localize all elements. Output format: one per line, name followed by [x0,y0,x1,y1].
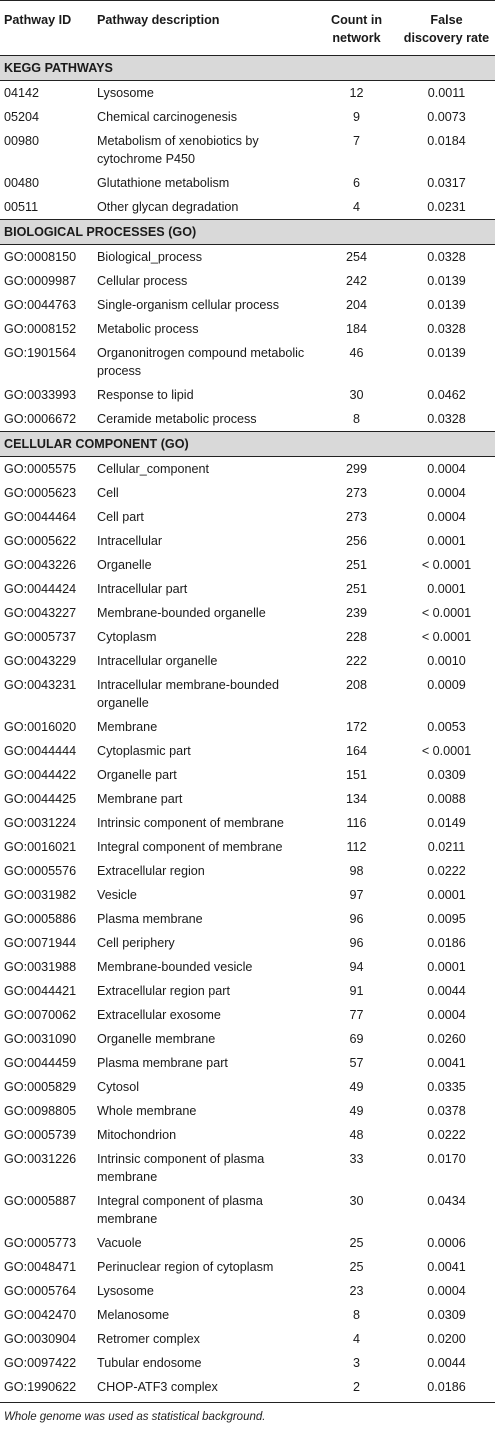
header-count: Count in network [315,1,398,56]
pathway-id-cell: GO:0033993 [4,388,77,402]
count-cell: 208 [345,678,367,692]
table-row [0,1327,495,1351]
pathway-id-cell: GO:0031226 [4,1152,77,1166]
pathway-description-cell: Tubular endosome [97,1356,202,1370]
pathway-description-cell: Organelle [97,558,152,572]
pathway-description-cell: Ceramide metabolic process [97,412,257,426]
count-cell: 299 [345,462,367,476]
table-row [0,245,495,270]
pathway-id-cell: GO:0031224 [4,816,77,830]
count-cell: 48 [349,1128,364,1142]
pathway-description-cell: Single-organism cellular process [97,298,279,312]
count-cell: 172 [345,720,367,734]
table-row [0,1231,495,1255]
fdr-cell: 0.0010 [427,654,466,668]
header-pathway-id: Pathway ID [0,1,93,56]
count-cell: 91 [349,984,364,998]
pathway-id-cell: GO:0042470 [4,1308,77,1322]
fdr-cell: 0.0139 [427,346,466,360]
pathway-description-cell: Membrane [97,720,158,734]
table-row [0,979,495,1003]
count-cell: 30 [349,1194,364,1208]
count-cell: 242 [345,274,367,288]
count-cell: 12 [349,86,364,100]
fdr-cell: 0.0041 [427,1056,466,1070]
count-cell: 57 [349,1056,364,1070]
pathway-description-cell: Extracellular exosome [97,1008,221,1022]
pathway-id-cell: GO:0005623 [4,486,77,500]
header-pathway-description: Pathway description [93,1,315,56]
table-row [0,835,495,859]
fdr-cell: 0.0309 [427,1308,466,1322]
pathway-description-cell: Melanosome [97,1308,170,1322]
pathway-id-cell: GO:0071944 [4,936,77,950]
fdr-cell: 0.0001 [427,534,466,548]
pathway-id-cell: GO:0005773 [4,1236,77,1250]
count-cell: 4 [352,200,360,214]
table-row [0,481,495,505]
fdr-cell: 0.0004 [427,462,466,476]
fdr-cell: 0.0211 [427,840,466,854]
fdr-cell: 0.0004 [427,510,466,524]
table-row [0,739,495,763]
pathway-id-cell: GO:0048471 [4,1260,77,1274]
pathway-id-cell: GO:0043226 [4,558,77,572]
pathway-id-cell: GO:0016021 [4,840,77,854]
pathway-id-cell: GO:0005737 [4,630,77,644]
pathway-description-cell: Intracellular membrane-bounded organelle [97,678,280,710]
fdr-cell: < 0.0001 [421,606,472,620]
pathway-id-cell: GO:0031988 [4,960,77,974]
header-fdr: False discovery rate [398,1,495,56]
table-row [0,1147,495,1189]
pathway-id-cell: 00480 [4,176,40,190]
count-cell: 239 [345,606,367,620]
count-cell: 273 [345,510,367,524]
fdr-cell: 0.0088 [427,792,466,806]
count-cell: 97 [349,888,364,902]
pathway-description-cell: Intrinsic component of plasma membrane [97,1152,265,1184]
pathway-id-cell: GO:0044763 [4,298,77,312]
pathway-id-cell: GO:0005887 [4,1194,77,1208]
count-cell: 23 [349,1284,364,1298]
fdr-cell: 0.0231 [427,200,466,214]
count-cell: 2 [315,1375,398,1403]
count-cell: 151 [345,768,367,782]
fdr-cell: 0.0004 [427,1284,466,1298]
table-row [0,505,495,529]
count-cell: 112 [346,840,367,854]
count-cell: 7 [352,134,360,148]
pathway-description-cell: Cytosol [97,1080,139,1094]
pathway-id-cell: 05204 [4,110,40,124]
table-row [0,1189,495,1231]
fdr-cell: 0.0328 [427,250,466,264]
pathway-description-cell: Plasma membrane part [97,1056,228,1070]
pathway-description-cell: Intrinsic component of membrane [97,816,284,830]
count-cell: 98 [349,864,364,878]
pathway-id-cell: GO:0044421 [4,984,77,998]
count-cell: 6 [352,176,360,190]
count-cell: 69 [349,1032,364,1046]
table-row [0,1027,495,1051]
section-title: BIOLOGICAL PROCESSES (GO) [0,220,495,245]
count-cell: 254 [345,250,367,264]
pathway-description-cell: Membrane-bounded vesicle [97,960,253,974]
table-row [0,649,495,673]
count-cell: 184 [345,322,367,336]
fdr-cell: 0.0001 [427,582,466,596]
pathway-id-cell: GO:0030904 [4,1332,77,1346]
fdr-cell: 0.0317 [427,176,466,190]
count-cell: 46 [349,346,364,360]
section-header-row [0,220,495,245]
fdr-cell: 0.0462 [427,388,466,402]
pathway-description-cell: Extracellular region [97,864,205,878]
count-cell: 9 [352,110,360,124]
pathway-description-cell: Integral component of membrane [97,840,283,854]
pathway-description-cell: Retromer complex [97,1332,200,1346]
fdr-cell: 0.0309 [427,768,466,782]
pathway-description-cell: Membrane part [97,792,183,806]
pathway-id-cell: GO:0044459 [4,1056,77,1070]
pathway-description-cell: Cell periphery [97,936,175,950]
fdr-cell: 0.0222 [427,864,466,878]
table-row [0,293,495,317]
table-body [0,56,495,1403]
table-row [0,811,495,835]
table-row [0,673,495,715]
count-cell: 251 [345,582,367,596]
table-row [0,195,495,220]
table-row [0,763,495,787]
pathway-id-cell: GO:0044464 [4,510,77,524]
count-cell: 49 [349,1080,364,1094]
pathway-description-cell: Plasma membrane [97,912,203,926]
count-cell: 96 [349,936,364,950]
pathway-id-cell: GO:0031982 [4,888,77,902]
fdr-cell: 0.0186 [398,1375,495,1403]
fdr-cell: 0.0073 [427,110,466,124]
pathway-description-cell: Cytoplasmic part [97,744,191,758]
pathway-description-cell: Organonitrogen compound metabolic process [97,346,305,378]
count-cell: 25 [349,1236,364,1250]
fdr-cell: 0.0006 [427,1236,466,1250]
count-cell: 8 [352,1308,360,1322]
fdr-cell: < 0.0001 [421,558,472,572]
count-cell: 25 [349,1260,364,1274]
table-row [0,341,495,383]
pathway-id-cell: GO:0043229 [4,654,77,668]
section-title: CELLULAR COMPONENT (GO) [0,432,495,457]
pathway-description-cell: Biological_process [97,250,203,264]
count-cell: 164 [345,744,367,758]
count-cell: 228 [345,630,367,644]
pathway-id-cell: GO:1901564 [4,346,77,360]
fdr-cell: < 0.0001 [421,744,472,758]
pathway-description-cell: Glutathione metabolism [97,176,230,190]
pathway-id-cell: GO:0006672 [4,412,77,426]
pathway-id-cell: GO:0044444 [4,744,77,758]
pathway-description-cell: Cellular_component [97,462,210,476]
count-cell: 222 [345,654,367,668]
fdr-cell: 0.0044 [427,1356,466,1370]
fdr-cell: 0.0001 [427,960,466,974]
pathway-description-cell: Lysosome [97,86,154,100]
fdr-cell: 0.0328 [427,412,466,426]
pathway-description-cell: Cell [97,486,119,500]
pathway-description-cell: Intracellular part [97,582,188,596]
fdr-cell: 0.0184 [427,134,466,148]
pathway-id-cell: GO:0005576 [4,864,77,878]
table-row [0,1375,495,1403]
fdr-cell: 0.0001 [427,888,466,902]
count-cell: 30 [349,388,364,402]
table-row [0,407,495,432]
count-cell: 3 [352,1356,360,1370]
fdr-cell: 0.0095 [427,912,466,926]
table-row [0,171,495,195]
pathway-id-cell: GO:0008150 [4,250,77,264]
pathway-description-cell: Cytoplasm [97,630,157,644]
table-row [0,715,495,739]
pathway-description-cell: Integral component of plasma membrane [97,1194,263,1226]
pathway-description-cell: Whole membrane [97,1104,197,1118]
pathway-description-cell: Cellular process [97,274,188,288]
table-row [0,383,495,407]
pathway-id-cell: GO:0044425 [4,792,77,806]
pathway-id-cell: GO:0044424 [4,582,77,596]
pathway-id-cell: GO:0005829 [4,1080,77,1094]
table-row [0,317,495,341]
fdr-cell: 0.0041 [427,1260,466,1274]
table-row [0,1051,495,1075]
pathway-description-cell: Membrane-bounded organelle [97,606,266,620]
table-row [0,787,495,811]
count-cell: 96 [349,912,364,926]
count-cell: 134 [345,792,367,806]
fdr-cell: 0.0434 [427,1194,466,1208]
table-row [0,601,495,625]
section-title: KEGG PATHWAYS [0,56,495,81]
fdr-cell: 0.0170 [427,1152,466,1166]
pathway-id-cell: GO:0044422 [4,768,77,782]
pathway-description-cell: Perinuclear region of cytoplasm [97,1260,274,1274]
fdr-cell: 0.0200 [427,1332,466,1346]
fdr-cell: 0.0149 [427,816,466,830]
header-row [0,1,495,56]
pathway-id-cell: GO:0031090 [4,1032,77,1046]
pathway-description-cell: Cell part [97,510,144,524]
table-row [0,553,495,577]
pathway-description-cell: Response to lipid [97,388,194,402]
pathway-description-cell: Metabolic process [97,322,199,336]
pathway-id-cell: GO:0005764 [4,1284,77,1298]
pathway-id-cell: GO:0009987 [4,274,77,288]
table-row [0,1351,495,1375]
fdr-cell: 0.0004 [427,1008,466,1022]
pathway-description-cell: Organelle membrane [97,1032,216,1046]
table-row [0,625,495,649]
pathway-id-cell: 00511 [4,200,39,214]
count-cell: 33 [349,1152,364,1166]
pathway-description-cell: Extracellular region part [97,984,230,998]
table-footnote: Whole genome was used as statistical background. [4,1411,266,1423]
fdr-cell: 0.0053 [427,720,466,734]
pathway-description-cell: Other glycan degradation [97,200,239,214]
table-row [0,105,495,129]
table-row [0,1099,495,1123]
pathway-description-cell: Metabolism of xenobiotics by cytochrome P450 [97,134,259,166]
table-row [0,129,495,171]
table-row [0,907,495,931]
pathway-id-cell: 00980 [4,134,40,148]
count-cell: 4 [352,1332,360,1346]
pathway-description-cell: Intracellular organelle [97,654,218,668]
table-row [0,955,495,979]
fdr-cell: 0.0011 [427,86,466,100]
pathway-description-cell: CHOP-ATF3 complex [93,1375,315,1403]
table-header [0,1,495,56]
fdr-cell: 0.0335 [427,1080,466,1094]
count-cell: 8 [352,412,360,426]
table-row [0,1279,495,1303]
pathway-description-cell: Intracellular [97,534,163,548]
count-cell: 116 [346,816,367,830]
pathway-id-cell: GO:0070062 [4,1008,77,1022]
fdr-cell: 0.0328 [427,322,466,336]
table-row [0,1303,495,1327]
pathway-id-cell: 04142 [4,86,40,100]
fdr-cell: 0.0260 [427,1032,466,1046]
section-header-row [0,432,495,457]
fdr-cell: 0.0009 [427,678,466,692]
fdr-cell: 0.0222 [427,1128,466,1142]
fdr-cell: 0.0044 [427,984,466,998]
pathway-id-cell: GO:0097422 [4,1356,77,1370]
table-row [0,1075,495,1099]
table-row [0,529,495,553]
table-row [0,269,495,293]
section-header-row [0,56,495,81]
pathway-description-cell: Vacuole [97,1236,142,1250]
table-row [0,859,495,883]
count-cell: 273 [345,486,367,500]
count-cell: 94 [349,960,364,974]
table-row [0,883,495,907]
fdr-cell: 0.0139 [427,298,466,312]
pathway-id-cell: GO:0043227 [4,606,77,620]
pathway-id-cell: GO:0005886 [4,912,77,926]
pathway-id-cell: GO:0005622 [4,534,77,548]
count-cell: 204 [345,298,367,312]
fdr-cell: 0.0004 [427,486,466,500]
pathway-id-cell: GO:0016020 [4,720,77,734]
table-row [0,1255,495,1279]
pathway-description-cell: Chemical carcinogenesis [97,110,237,124]
count-cell: 251 [345,558,367,572]
table-row [0,931,495,955]
pathway-id-cell: GO:1990622 [0,1375,93,1403]
pathway-id-cell: GO:0043231 [4,678,77,692]
fdr-cell: 0.0186 [427,936,466,950]
fdr-cell: < 0.0001 [421,630,472,644]
table-row [0,1123,495,1147]
pathway-id-cell: GO:0008152 [4,322,77,336]
fdr-cell: 0.0139 [427,274,466,288]
table-row [0,457,495,482]
fdr-cell: 0.0378 [427,1104,466,1118]
pathway-id-cell: GO:0005575 [4,462,77,476]
pathway-description-cell: Vesicle [97,888,137,902]
count-cell: 77 [349,1008,364,1022]
table-row [0,1003,495,1027]
pathway-description-cell: Mitochondrion [97,1128,177,1142]
pathway-id-cell: GO:0098805 [4,1104,77,1118]
count-cell: 49 [349,1104,364,1118]
table-row [0,81,495,106]
pathway-id-cell: GO:0005739 [4,1128,77,1142]
pathway-description-cell: Lysosome [97,1284,154,1298]
count-cell: 256 [345,534,367,548]
pathway-description-cell: Organelle part [97,768,177,782]
table-row [0,577,495,601]
